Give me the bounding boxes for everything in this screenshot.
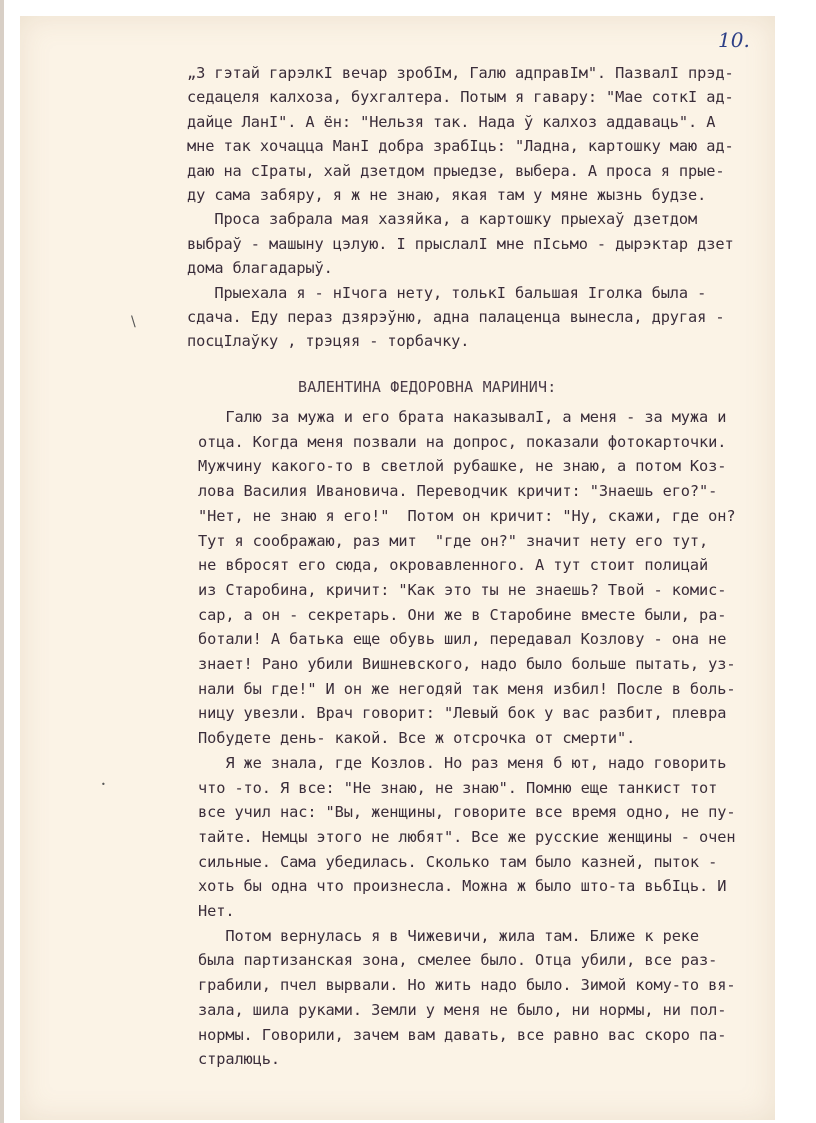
text-line: дома благадарыў. bbox=[187, 259, 333, 278]
text-line: сильные. Сама убедилась. Сколько там было казней, пыток - bbox=[198, 852, 718, 871]
text-line: Прыехала я - нІчога нету, толькІ бальшая Іголка была - bbox=[187, 283, 707, 302]
text-line: отца. Когда меня позвали на допрос, показали фотокарточки. bbox=[198, 432, 727, 451]
text-line: сар, а он - секретарь. Они же в Старобине вместе были, ра- bbox=[198, 605, 727, 624]
text-line: посцІлаўку , трэцяя - торбачку. bbox=[187, 332, 470, 351]
text-line: знает! Рано убили Вишневского, надо было больше пытать, уз- bbox=[198, 655, 736, 673]
text-line: нали бы где!" И он же негодяй так меня избил! После в боль- bbox=[198, 679, 736, 698]
text-line: даю на сІраты, хай дзетдом прыедзе, выбера. А проса я прые- bbox=[187, 161, 725, 180]
text-line: Тут я соображаю, раз мит "где он?" значит нету его тут, bbox=[198, 531, 709, 550]
ink-dot: • bbox=[101, 780, 106, 789]
text-line: дайце ЛанІ". А ён: "Нельзя так. Нада ў калхоз аддаваць". А bbox=[187, 112, 716, 131]
text-line: из Старобина, кричит: "Как это ты не знаешь? Твой - комис- bbox=[198, 580, 727, 599]
text-line: Проса забрала мая хазяйка, а картошку прыехаў дзетдом bbox=[187, 210, 698, 229]
text-line: что -то. Я все: "Не знаю, не знаю". Помню еще танкист тот bbox=[198, 778, 718, 797]
text-line: "Нет, не знаю я его!" Потом он кричит: "Ну, скажи, где он? bbox=[198, 506, 736, 525]
text-line: ботали! А батька еще обувь шил, передавал Козлову - она не bbox=[198, 630, 727, 649]
text-line: „З гэтай гарэлкІ вечар зробІм, Галю адправІм". ПазвалІ прэд- bbox=[187, 64, 734, 82]
text-line: лова Василия Ивановича. Переводчик кричит: "Знаешь его?"- bbox=[198, 482, 718, 501]
text-line: ницу увезли. Врач говорит: "Левый бок у вас разбит, плевра bbox=[198, 704, 727, 723]
text-line: тайте. Немцы этого не любят". Все же русские женщины - очен bbox=[198, 827, 736, 846]
page-number: 10. bbox=[718, 28, 750, 52]
text-line: Галю за мужа и его брата наказывалІ, а меня - за мужа и bbox=[198, 408, 727, 426]
text-line: седацеля калхоза, бухгалтера. Потым я гавару: "Мае соткІ ад- bbox=[187, 88, 734, 107]
text-line: была партизанская зона, смелее было. Отца убили, все раз- bbox=[198, 951, 718, 970]
scan-edge bbox=[0, 0, 4, 1123]
text-line: Мужчину какого-то в светлой рубашке, не знаю, а потом Коз- bbox=[198, 457, 727, 476]
text-line: Побудете день- какой. Все ж отсрочка от смерти". bbox=[198, 729, 636, 748]
text-line: все учил нас: "Вы, женщины, говорите все время одно, не пу- bbox=[198, 803, 736, 822]
text-line: Нет. bbox=[198, 902, 235, 920]
text-line: мне так хочацца МанІ добра зрабІць: "Ладна, картошку маю ад- bbox=[187, 137, 734, 156]
text-line: Я же знала, где Козлов. Но раз меня б ют, надо говорить bbox=[198, 753, 727, 772]
text-line: стралюць. bbox=[198, 1050, 280, 1069]
speaker-heading: ВАЛЕНТИНА ФЕДОРОВНА МАРИНИЧ: bbox=[298, 378, 557, 396]
text-line: сдача. Еду пераз дзярэўню, адна палаценца вынесла, другая - bbox=[187, 308, 725, 326]
text-line: грабили, пчел вырвали. Но жить надо было. Зимой кому-то вя- bbox=[198, 976, 736, 995]
text-line: не вбросят его сюда, окровавленного. А тут стоит полицай bbox=[198, 556, 709, 575]
margin-mark: \ bbox=[131, 314, 136, 330]
text-line: Потом вернулась я в Чижевичи, жила там. Ближе к реке bbox=[198, 926, 700, 945]
text-line: ду сама забяру, я ж не знаю, якая там у мяне жызнь будзе. bbox=[187, 186, 707, 204]
text-line: выбраў - машыну цэлую. І прыслалІ мне пІсьмо - дырэктар дзет bbox=[187, 234, 734, 253]
text-line: хоть бы одна что произнесла. Можна ж было што-та вьбІць. И bbox=[198, 877, 727, 896]
text-line: зала, шила руками. Земли у меня не было, ни нормы, ни пол- bbox=[198, 1000, 727, 1019]
text-line: нормы. Говорили, зачем вам давать, все равно вас скоро па- bbox=[198, 1025, 727, 1044]
